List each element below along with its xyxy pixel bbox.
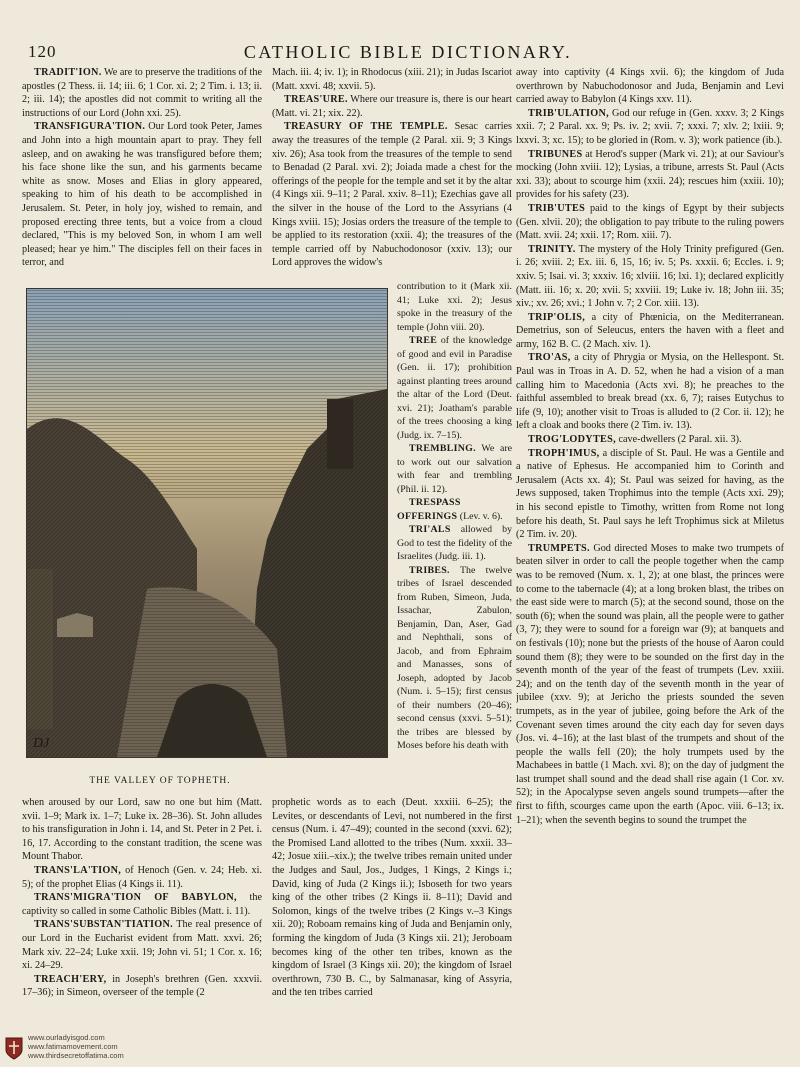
entry-text: The real presence of our Lord in the Eucharist evident from Matt. xxvi. 26; Mark xiv. 22–24; Luke xxii. 19; John vi. 51; 1 Cor. x. 16; xi. 24–29. bbox=[22, 919, 262, 972]
entry-headword: TRINITY. bbox=[528, 243, 576, 255]
entry-text: a city of Phœnicia, on the Mediterranean. Demetrius, son of Seleucus, enters the haven with a fleet and army, 162 B. C. (2 Mach. xiv. 1). bbox=[516, 311, 784, 350]
dictionary-entry bbox=[22, 891, 262, 918]
fatima-emblem-icon bbox=[4, 1036, 24, 1060]
dictionary-entry bbox=[397, 523, 512, 564]
dictionary-entry bbox=[22, 973, 262, 1000]
footer-link[interactable]: www.fatimamovement.com bbox=[28, 1042, 118, 1051]
entry-text: We are to work out our salvation with fear and trembling (Phil. ii. 12). bbox=[397, 443, 512, 495]
page-header bbox=[28, 40, 788, 64]
entry-text: Where our treasure is, there is our heart (Matt. vi. 21; xix. 22). bbox=[272, 94, 512, 119]
dictionary-entry bbox=[516, 311, 784, 352]
footer-link[interactable]: www.thirdsecretoffatima.com bbox=[28, 1051, 124, 1060]
footer-links bbox=[28, 1033, 124, 1060]
column-3 bbox=[516, 66, 784, 1056]
column-2-bottom bbox=[272, 796, 512, 1056]
dictionary-entry bbox=[22, 918, 262, 972]
entry-text: of the knowledge of good and evil in Paradise (Gen. ii. 17); prohibition against planting trees around the altar of the Lord (Deut. xvi. 21); Joatham's parable of the trees choosing a king (Judg. ix. 7–15). bbox=[397, 335, 512, 441]
entry-text: away into captivity (4 Kings xvii. 6); the kingdom of Juda overthrown by Nabuchodonosor and Juda, Benjamin and Levi carried away to Babylon (4 Kings xxv. 11). bbox=[516, 67, 784, 106]
entry-text: (Lev. v. 6). bbox=[459, 510, 503, 522]
entry-text: paid to the kings of Egypt by their subjects (Gen. xlvii. 20); the obligation to pay tribute to the ruling powers (Matt. xvii. 24; xxii. 17; Rom. xiii. 7). bbox=[516, 202, 784, 242]
dictionary-entry bbox=[22, 66, 262, 120]
dictionary-entry bbox=[516, 148, 784, 202]
entry-headword: TRANSFIGURA'TION. bbox=[34, 121, 146, 133]
entry-headword: TRI'ALS bbox=[409, 524, 451, 535]
entry-text: a city of Phrygia or Mysia, on the Hellespont. St. Paul was in Troas in A. D. 52, when he had a vision of a man calling him to Macedonia (Acts xvi. 8); he preaches to the faithful assembled to break bread (xx. 6, 7); raises Eutychus to life (9, 10); another visit to Troas is alluded to (2 Cor. ii. 12); he left a cloak and books there (2 Tim. iv. 13). bbox=[516, 352, 784, 432]
dictionary-entry bbox=[516, 107, 784, 148]
entry-headword: TRIBES. bbox=[409, 564, 450, 576]
dictionary-entry bbox=[516, 202, 784, 243]
entry-text: the captivity so called in some Catholic Bibles (Matt. i. 11). bbox=[22, 892, 262, 917]
dictionary-entry bbox=[22, 796, 262, 864]
entry-text: God directed Moses to make two trumpets of beaten silver in order to call the people together when the camp was to be removed (Num. x. 1, 2); at one blast, the princes were to come to the tabernacle (4); at a long broken blast, the tribes on the east side were to march (5); at the second sound, those on the south (6); when the sound was plain, all the people were to gather (3, 7); they were to sound for a foreign war (9); at banquets and on festivals (10); none but the priests of the house of Aaron could sound them (8); they were to be sounded on the first day in the seventh month of the year of the feast of trumpets (Lev. xxiii. 24); and on the tenth day of the seventh month in the year of jubilee (xxv. 9); at Jericho the priests sounded the seven trumpets, as in the year of jubilee, going before the Ark of the Covenant seven times around the city each day for seven days (Jos. vi. 4–16); at the last blast of the trumpets and shout of the people the walls fell (20); the holy trumpets used by the Machabees in battle (1 Mach. xvi. 8); on the day of judgment the last trumpet shall sound and the dead shall rise again (1 Cor. xv. 52); in the Apocalypse seven angels sound trumpets—after the first to fifth, scourges came upon the earth (Apoc. viii. 6–13; ix. 1–21); when the seventh begins to sound the trumpet the bbox=[516, 542, 784, 826]
entry-headword: TREAS'URE. bbox=[284, 94, 348, 106]
entry-text: God our refuge in (Gen. xxxv. 3; 2 Kings xxii. 7; 2 Paral. xx. 9; Ps. iv. 2; xvii. 7; xxxi. 7; xlv. 2; lxiii. 9; lxxvi. 3; xc. 15); to be gloried in (Rom. v. 3); work patience (ib.). bbox=[516, 107, 784, 146]
entry-headword: TRIB'UTES bbox=[528, 202, 586, 214]
dictionary-entry bbox=[397, 442, 512, 496]
dictionary-entry bbox=[516, 351, 784, 433]
entry-headword: TREACH'ERY, bbox=[34, 973, 107, 985]
dictionary-entry bbox=[516, 447, 784, 542]
dictionary-entry bbox=[397, 280, 512, 334]
dictionary-entry bbox=[397, 564, 512, 753]
dictionary-entry bbox=[516, 433, 784, 447]
entry-text: cave-dwellers (2 Paral. xii. 3). bbox=[618, 434, 742, 446]
entry-headword: TRESPASS OFFERINGS bbox=[397, 497, 461, 522]
entry-headword: TRANS'LA'TION, bbox=[34, 864, 122, 876]
entry-headword: TREMBLING. bbox=[409, 443, 476, 454]
entry-text: Our Lord took Peter, James and John into a high mountain apart to pray. They fell asleep, and on awaking he was transfigured before them; his face shone like the sun, and his garments became white as snow. Moses and Elias in glory appeared, speaking to him of his death to be accomplished in Jerusalem. St. Peter, in holy joy, wished to remain, and proposed erecting three tents, but a voice from a cloud declared, "This is my beloved Son, in whom I am well pleased; hear ye him." The disciples fell on their faces in terror, and bbox=[22, 121, 262, 269]
entry-headword: TREE bbox=[409, 335, 438, 346]
entry-text: contribution to it (Mark xii. 41; Luke xxi. 2); Jesus spoke in the treasury of the temple (John viii. 20). bbox=[397, 281, 512, 333]
entry-headword: TRIP'OLIS, bbox=[528, 311, 586, 323]
dictionary-entry bbox=[272, 66, 512, 93]
entry-text: Mach. iii. 4; iv. 1); in Rhodocus (xiii. 21); in Judas Iscariot (Matt. xxvi. 48; xxvii. 5). bbox=[272, 67, 512, 92]
dictionary-entry bbox=[516, 243, 784, 311]
entry-headword: TREASURY OF THE TEMPLE. bbox=[284, 121, 448, 133]
entry-headword: TRANS'MIGRA'TION OF BABYLON, bbox=[34, 892, 237, 904]
entry-text: Sesac carries away the treasures of the temple (2 Paral. xii. 9; 3 Kings xiv. 26); Asa took from the treasures of the temple to send to Benadad (2 Paral. xvi. 2); Joiada made a chest for the offerings of the people for the temple and set it by the altar (4 Kings xii. 9–11; 2 Paral. xxiv. 8–11); Ezechias gave all the silver in the house of the Lord to the Assyrians (4 Kings xviii. 15); Josias orders the treasure of the temple to be applied to its restoration (xxii. 4); the treasures of the temple carried off by Nabuchodonosor (xxiv. 13); our Lord approves the widow's bbox=[272, 121, 512, 269]
entry-headword: TRIBUNES bbox=[528, 148, 583, 160]
entry-text: The mystery of the Holy Trinity prefigured (Gen. i. 26; xviii. 2; Ex. iii. 6, 15, 16; iv. 5; Ps. xxxii. 6; Eccles. i. 9; xxiv. 5; Isai. vi. 3; xxxiv. 16; xlviii. 16; lxi. 1); declared explicitly (Matt. iii. 16; x. 20; xvii. 5; xxviii. 19; Luke iv. 18; John iii. 35; xiv.; xv. 26; xvi.; 1 John v. 7; 2 Cor. xiii. 13). bbox=[516, 243, 784, 310]
dictionary-entry bbox=[397, 496, 512, 523]
entry-text: allowed by God to test the fidelity of the Israelites (Judg. iii. 1). bbox=[397, 524, 512, 562]
entry-headword: TROPH'IMUS, bbox=[528, 447, 600, 459]
entry-text: at Herod's supper (Mark vi. 21); at our Saviour's mocking (John xviii. 12); Lysias, a tribune, arrests St. Paul (Acts xxi. 33); about to scourge him (xxii. 24); rescues him (xxiii. 10); provides for his safety (23). bbox=[516, 148, 784, 201]
dictionary-entry bbox=[22, 864, 262, 891]
entry-text: of Henoch (Gen. v. 24; Heb. xi. 5); of the prophet Elias (4 Kings ii. 11). bbox=[22, 864, 262, 890]
entry-headword: TRIB'ULATION, bbox=[528, 107, 609, 119]
entry-headword: TRO'AS, bbox=[528, 352, 571, 364]
dictionary-entry bbox=[272, 120, 512, 270]
running-title: CATHOLIC BIBLE DICTIONARY. bbox=[243, 42, 573, 62]
entry-text: The twelve tribes of Israel descended from Ruben, Simeon, Juda, Issachar, Zabulon, Benjamin, Dan, Aser, Gad and Nephthali, sons of Jacob, and from Ephraim and Manasses, sons of Joseph, adopted by Jacob (Num. i. 5–15); first census of their numbers (20–46); second census (xxvi. 5–51); the tribes are blessed by Moses before his death with bbox=[397, 564, 512, 751]
entry-text: We are to preserve the traditions of the apostles (2 Thess. ii. 14; iii. 6; 1 Cor. xi. 2; 2 Tim. i. 13; ii. 2; iii. 14); the apostles did not commit to writing all the instructions of our Lord (John xxi. 25). bbox=[22, 67, 262, 119]
dictionary-entry bbox=[272, 93, 512, 120]
entry-headword: TRUMPETS. bbox=[528, 542, 590, 554]
dictionary-entry bbox=[516, 66, 784, 107]
entry-text: a disciple of St. Paul. He was a Gentile and a native of Ephesus. He accompanied him to Corinth and Jerusalem (Acts xx. 4); St. Paul was seized for having, as the Jews supposed, taken Trophimus into the temple (Acts xxi. 29); in his second epistle to Timothy, written from Rome not long before his death, St. Paul says he left Trophimus sick at Miletus (2 Tim. iv. 20). bbox=[516, 447, 784, 541]
engraver-signature: DJ bbox=[33, 736, 50, 751]
dictionary-entry bbox=[397, 334, 512, 442]
footer-link[interactable]: www.ourladyisgod.com bbox=[28, 1033, 105, 1042]
entry-headword: TROG'LODYTES, bbox=[528, 434, 616, 446]
valley-engraving bbox=[26, 288, 388, 758]
entry-text: prophetic words as to each (Deut. xxxiii. 6–25); the Levites, or descendants of Levi, not numbered in the first census (Num. i. 47–49); counted in the second (xxvi. 62); the Promised Land allotted to the tribes (Num. xxxii. 33–42; Josue xiii.–xix.); the twelve tribes remain united under the Judges and Saul, Jos., Judges, 1 Kings, 2 Kings i.; David, king of Juda (2 Kings ii.); Isboseth for two years king of the other tribes (2 Kings ii. 8–11); David and Solomon, kings of the twelve tribes (2 Kings v.–3 Kings xii. 20); Roboam remains king of Juda and Benjamin only, forming the kingdom of Juda (3 Kings xii. 21); Jeroboam becomes king of the other ten tribes, known as the kingdom of Israel (3 Kings xii. 20); the kingdom of Israel overthrown, 730 B. C., by Salmanasar, king of Assyria, and the ten tribes carried bbox=[272, 797, 512, 999]
entry-text: in Joseph's brethren (Gen. xxxvii. 17–36); in Simeon, overseer of the temple (2 bbox=[22, 973, 262, 999]
engraving-image bbox=[27, 289, 387, 757]
column-2-narrow bbox=[397, 280, 512, 790]
page-number: 120 bbox=[28, 42, 57, 61]
column-2-top bbox=[272, 66, 512, 280]
illustration-caption: THE VALLEY OF TOPHETH. bbox=[89, 776, 231, 786]
entry-headword: TRANS'SUBSTAN'TIATION. bbox=[34, 919, 173, 931]
dictionary-entry bbox=[272, 796, 512, 1000]
entry-text: when aroused by our Lord, saw no one but him (Matt. xvii. 1–9; Mark ix. 1–7; Luke ix. 28–36). St. John alludes to his transfiguration in John i. 14, and St. Peter in 2 Pet. i. 16, 17. According to the constant tradition, the scene was Mount Thabor. bbox=[22, 797, 262, 863]
dictionary-entry bbox=[516, 542, 784, 827]
dictionary-entry bbox=[22, 120, 262, 270]
entry-headword: TRADIT'ION. bbox=[34, 67, 102, 78]
column-1-bottom bbox=[22, 796, 262, 1056]
